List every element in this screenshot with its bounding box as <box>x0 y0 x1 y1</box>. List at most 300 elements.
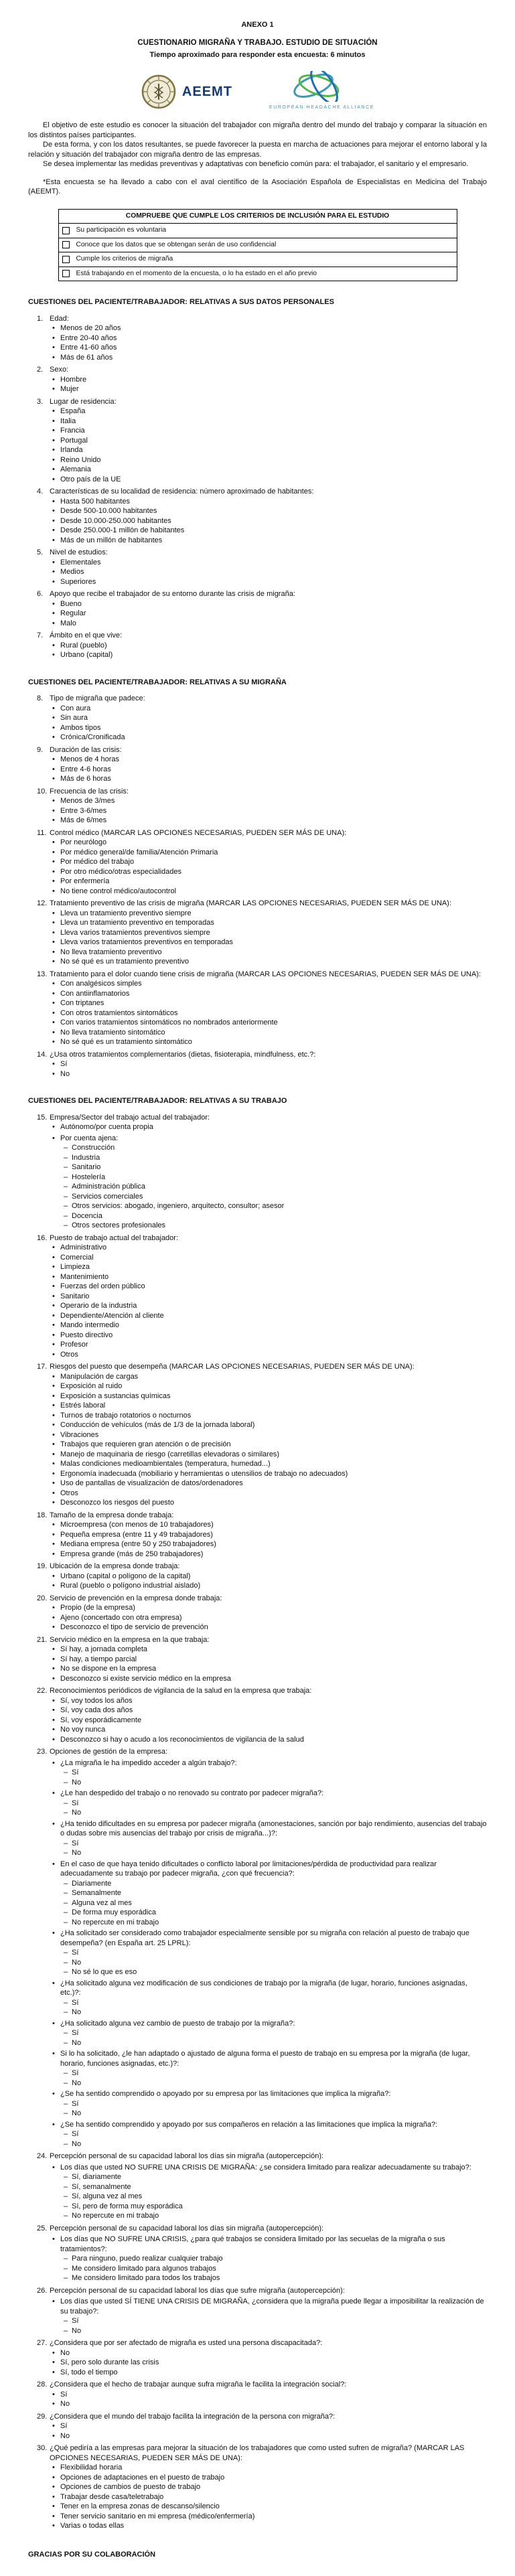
bullet-icon <box>52 1664 60 1674</box>
inclusion-checkbox[interactable] <box>62 241 70 248</box>
option <box>37 1622 487 1633</box>
question-number: 26. <box>37 2286 48 2295</box>
option-label: Lleva un tratamiento preventivo siempre <box>60 909 192 917</box>
option <box>37 796 487 806</box>
option-label: Trabajar desde casa/teletrabajo <box>60 2492 164 2501</box>
sub-option-label: Servicios comerciales <box>72 1192 143 1201</box>
question <box>37 1562 487 1591</box>
bullet-icon <box>52 558 60 568</box>
question-number: 4. <box>37 487 44 496</box>
option-label: Tener servicio sanitario en mi empresa (médico/enfermería) <box>60 2512 255 2520</box>
inclusion-items <box>58 223 457 281</box>
option <box>37 867 487 877</box>
sub-option-label: Administración pública <box>72 1183 146 1191</box>
option-label: ¿Se ha sentido comprendido o apoyado por su empresa por las limitaciones que implica la migraña?: <box>60 2090 391 2098</box>
bullet-icon <box>52 1603 60 1613</box>
question-line <box>37 899 487 909</box>
bullet-icon <box>52 838 60 848</box>
question <box>37 2286 487 2336</box>
option <box>37 1716 487 1726</box>
dash-icon <box>64 1948 72 1958</box>
question-line <box>37 365 487 375</box>
option <box>37 1350 487 1360</box>
bullet-icon <box>52 1440 60 1450</box>
dash-icon <box>64 2273 72 2283</box>
option <box>37 806 487 816</box>
bullet-icon <box>52 948 60 958</box>
bullet-icon <box>52 1134 60 1144</box>
eha-logo-text: EUROPEAN HEADACHE ALLIANCE <box>269 104 375 110</box>
question-text: Frecuencia de las crisis: <box>50 787 129 795</box>
option <box>37 1572 487 1582</box>
question <box>37 745 487 784</box>
question-line <box>37 589 487 599</box>
option <box>37 857 487 867</box>
bullet-icon <box>52 733 60 743</box>
bullet-icon <box>52 353 60 363</box>
sub-option-label: No <box>72 2109 82 2117</box>
sub-option <box>37 2007 487 2018</box>
option <box>37 2502 487 2512</box>
option-label: Autónomo/por cuenta propia <box>60 1123 153 1131</box>
intro <box>28 121 487 197</box>
option-label: Por otro médico/otras especialidades <box>60 867 181 876</box>
option <box>37 928 487 938</box>
option <box>37 1498 487 1508</box>
bullet-icon <box>52 1282 60 1292</box>
question-number: 19. <box>37 1562 48 1570</box>
dash-icon <box>64 1879 72 1889</box>
question-number: 15. <box>37 1113 48 1122</box>
question <box>37 787 487 826</box>
option-label: No <box>60 1069 70 1078</box>
bullet-icon <box>52 1381 60 1391</box>
question-text: Tipo de migraña que padece: <box>50 694 145 702</box>
question-number: 14. <box>37 1050 48 1059</box>
bullet-icon <box>52 2089 60 2099</box>
bullet-icon <box>52 1581 60 1591</box>
sub-option <box>37 2182 487 2192</box>
sub-option-label: Semanalmente <box>72 1889 121 1897</box>
question-text: Nivel de estudios: <box>50 548 108 556</box>
option-label: Lleva un tratamiento preventivo en temporadas <box>60 919 214 927</box>
option <box>37 1489 487 1499</box>
bullet-icon <box>52 526 60 536</box>
question-text: ¿Usa otros tratamientos complementarios (dietas, fisioterapia, mindfulness, etc.?: <box>50 1050 316 1059</box>
option <box>37 426 487 436</box>
option-label: Desconozco el tipo de servicio de prevención <box>60 1623 208 1631</box>
option-label: Sí, pero solo durante las crisis <box>60 2358 159 2366</box>
bullet-icon <box>52 567 60 577</box>
dash-icon <box>64 1778 72 1788</box>
sub-option-label: Sí <box>72 2317 79 2325</box>
option <box>37 1272 487 1282</box>
dash-icon <box>64 2316 72 2326</box>
option <box>37 641 487 651</box>
option <box>37 2120 487 2130</box>
option <box>37 465 487 475</box>
bullet-icon <box>52 1320 60 1331</box>
sub-option-label: No sé lo que es eso <box>72 1968 137 1976</box>
question-line <box>37 397 487 407</box>
option-label: No tiene control médico/autocontrol <box>60 887 177 895</box>
bullet-icon <box>52 704 60 714</box>
bullet-icon <box>52 2390 60 2400</box>
option <box>37 909 487 919</box>
bullet-icon <box>52 713 60 723</box>
bullet-icon <box>52 1018 60 1028</box>
bullet-icon <box>52 1243 60 1253</box>
bullet-icon <box>52 1301 60 1311</box>
dash-icon <box>64 2254 72 2264</box>
sub-option <box>37 2264 487 2274</box>
question <box>37 2151 487 2221</box>
option-label: Rural (pueblo) <box>60 641 107 650</box>
option-label: Sanitario <box>60 1292 90 1300</box>
dash-icon <box>64 2068 72 2078</box>
option <box>37 1928 487 1948</box>
sub-option <box>37 2068 487 2078</box>
option <box>37 2421 487 2431</box>
option <box>37 1479 487 1489</box>
option-label: No sé qué es un tratamiento preventivo <box>60 958 190 966</box>
question <box>37 899 487 967</box>
bullet-icon <box>52 2234 60 2254</box>
option-label: Con analgésicos simples <box>60 980 142 988</box>
question-number: 13. <box>37 970 48 978</box>
section <box>28 678 487 1079</box>
option-label: Turnos de trabajo rotatorios o nocturnos <box>60 1411 192 1420</box>
bullet-icon <box>52 1253 60 1263</box>
question-number: 5. <box>37 548 44 556</box>
option <box>37 1789 487 1799</box>
option <box>37 2019 487 2029</box>
sub-option <box>37 1153 487 1163</box>
inclusion-item-label: Su participación es voluntaria <box>76 226 167 234</box>
bullet-icon <box>52 1430 60 1440</box>
question-text: Tamaño de la empresa donde trabaja: <box>50 1511 174 1519</box>
dash-icon <box>64 1888 72 1898</box>
option <box>37 475 487 485</box>
option-label: Ergonomía inadecuada (mobiliario y herramientas o utensilios de trabajo no adecuados) <box>60 1469 348 1478</box>
section <box>28 297 487 660</box>
question <box>37 548 487 587</box>
bullet-icon <box>52 2297 60 2316</box>
bullet-icon <box>52 1311 60 1321</box>
question <box>37 970 487 1047</box>
dash-icon <box>64 1958 72 1968</box>
question-number: 2. <box>37 366 44 374</box>
sub-option-label: Sí <box>72 1949 79 1957</box>
question <box>37 1233 487 1360</box>
option-label: Estrés laboral <box>60 1401 106 1410</box>
bullet-icon <box>52 1272 60 1282</box>
option <box>37 1549 487 1560</box>
option-label: Entre 20-40 años <box>60 333 117 342</box>
aeemt-logo-text: AEEMT <box>181 84 232 99</box>
bullet-icon <box>52 918 60 928</box>
question-text: Percepción personal de su capacidad laboral los días sin migraña (autopercepción): <box>50 2152 324 2160</box>
sub-option-label: Sí, alguna vez al mes <box>72 2192 143 2200</box>
bullet-icon <box>52 1262 60 1272</box>
sub-option <box>37 2099 487 2109</box>
bullet-icon <box>52 1716 60 1726</box>
footer-thanks: GRACIAS POR SU COLABORACIÓN <box>28 2550 156 2559</box>
bullet-icon <box>52 1696 60 1706</box>
bullet-icon <box>52 2521 60 2531</box>
option-label: Sí <box>60 1060 68 1068</box>
option <box>37 436 487 446</box>
bullet-icon <box>52 475 60 485</box>
option <box>37 1430 487 1440</box>
option <box>37 506 487 516</box>
sub-option <box>37 1162 487 1172</box>
question-line <box>37 2443 487 2463</box>
question-number: 30. <box>37 2444 48 2452</box>
option-label: Por cuenta ajena: <box>60 1134 119 1142</box>
sub-option-label: Hostelería <box>72 1172 106 1181</box>
sub-option <box>37 2129 487 2139</box>
question-number: 7. <box>37 631 44 639</box>
question <box>37 1594 487 1633</box>
question-line <box>37 487 487 497</box>
option-label: Rural (pueblo o polígono industrial aislado) <box>60 1582 201 1590</box>
option-label: Mantenimiento <box>60 1272 109 1281</box>
bullet-icon <box>52 1489 60 1499</box>
option <box>37 1320 487 1331</box>
question-number: 9. <box>37 745 44 754</box>
option-label: Los días que usted NO SUFRE UNA CRISIS DE MIGRAÑA: ¿se considera limitado para realizar adecuadamente su trabajo?: <box>60 2163 471 2172</box>
option <box>37 1469 487 1479</box>
sub-option <box>37 2139 487 2149</box>
option <box>37 1450 487 1460</box>
option <box>37 2512 487 2522</box>
sub-option-label: No <box>72 2008 82 2016</box>
option <box>37 1696 487 1706</box>
sub-option <box>37 2273 487 2283</box>
bullet-icon <box>52 641 60 651</box>
sub-option <box>37 2028 487 2038</box>
sub-option-label: Sí <box>72 2029 79 2037</box>
question-line <box>37 2380 487 2390</box>
question-text: ¿Considera que el mundo del trabajo facilita la integración de la persona con migraña?: <box>50 2412 336 2421</box>
question-number: 20. <box>37 1594 48 1602</box>
option <box>37 1411 487 1421</box>
sub-option-label: Industria <box>72 1153 100 1162</box>
option-label: Desde 500-10.000 habitantes <box>60 507 157 515</box>
bullet-icon <box>52 1122 60 1132</box>
option <box>37 2463 487 2473</box>
option <box>37 1645 487 1655</box>
option-label: Limpieza <box>60 1263 90 1271</box>
question-number: 18. <box>37 1511 48 1519</box>
question-line <box>37 314 487 324</box>
intro-paragraph: De esta forma, y con los datos resultantes, se puede favorecer la puesta en marcha de actuaciones para mejorar el entorno laboral y la relación y situación del trabajador con migraña dentro de las empresas. <box>28 141 487 159</box>
option-label: Reino Unido <box>60 455 101 464</box>
bullet-icon <box>52 1819 60 1839</box>
bullet-icon <box>52 1028 60 1038</box>
question-text: Ubicación de la empresa donde trabaja: <box>50 1562 180 1570</box>
dash-icon <box>64 1848 72 1858</box>
option <box>37 937 487 948</box>
bullet-icon <box>52 774 60 784</box>
option-label: Menos de 3/mes <box>60 797 115 805</box>
question-line <box>37 1511 487 1521</box>
sub-option <box>37 2109 487 2119</box>
option <box>37 343 487 353</box>
sub-option <box>37 1778 487 1788</box>
dash-icon <box>64 2028 72 2038</box>
sub-option-label: No <box>72 2038 82 2047</box>
option-label: Uso de pantallas de visualización de datos/ordenadores <box>60 1479 243 1487</box>
bullet-icon <box>52 333 60 344</box>
bullet-icon <box>52 650 60 660</box>
question-number: 3. <box>37 397 44 406</box>
eha-rings-icon <box>275 71 368 102</box>
question-text: Apoyo que recibe el trabajador de su entorno durante las crisis de migraña: <box>50 590 295 598</box>
sub-option <box>37 1192 487 1202</box>
option-label: Ambos tipos <box>60 723 101 732</box>
bullet-icon <box>52 406 60 416</box>
question-number: 29. <box>37 2412 48 2421</box>
bullet-icon <box>52 1860 60 1879</box>
option-label: Administrativo <box>60 1243 107 1252</box>
sub-option-label: No repercute en mi trabajo <box>72 1918 159 1926</box>
question-line <box>37 1233 487 1243</box>
option <box>37 1539 487 1549</box>
sub-option-label: De forma muy esporádica <box>72 1908 156 1916</box>
question-text: Edad: <box>50 314 69 323</box>
option-label: ¿Le han despedido del trabajo o no renovado su contrato por padecer migraña?: <box>60 1789 324 1797</box>
sub-option-label: Para ninguno, puedo realizar cualquier trabajo <box>72 2255 223 2263</box>
option-label: No lleva tratamiento preventivo <box>60 948 162 956</box>
option-label: Sin aura <box>60 714 88 722</box>
question-text: Reconocimientos periódicos de vigilancia de la salud en la empresa que trabaja: <box>50 1687 312 1695</box>
option-label: Alemania <box>60 465 91 473</box>
option-label: Mujer <box>60 385 79 393</box>
dash-icon <box>64 1808 72 1818</box>
sub-option <box>37 2172 487 2182</box>
dash-icon <box>64 2007 72 2018</box>
section-heading: CUESTIONES DEL PACIENTE/TRABAJADOR: RELATIVAS A SUS DATOS PERSONALES <box>28 298 334 306</box>
dash-icon <box>64 1998 72 2008</box>
question-text: Servicio de prevención en la empresa donde trabaja: <box>50 1594 222 1602</box>
sub-option <box>37 2192 487 2202</box>
bullet-icon <box>52 1459 60 1469</box>
option <box>37 1674 487 1684</box>
bullet-icon <box>52 1549 60 1560</box>
dash-icon <box>64 1211 72 1221</box>
option-label: Menos de 20 años <box>60 324 121 332</box>
option <box>37 877 487 887</box>
inclusion-checkbox[interactable] <box>62 270 70 277</box>
bullet-icon <box>52 1498 60 1508</box>
option-label: Manipulación de cargas <box>60 1372 139 1381</box>
dash-icon <box>64 1967 72 1977</box>
question-line <box>37 2151 487 2162</box>
option <box>37 979 487 989</box>
bullet-icon <box>52 1372 60 1382</box>
option-label: Más de 61 años <box>60 353 113 362</box>
option <box>37 2049 487 2068</box>
option-label: Sí, todo el tiempo <box>60 2368 118 2376</box>
sub-option <box>37 2326 487 2336</box>
bullet-icon <box>52 506 60 516</box>
inclusion-checkbox[interactable] <box>62 256 70 263</box>
dash-icon <box>64 1192 72 1202</box>
aeemt-emblem-icon <box>141 74 177 110</box>
option-label: Hombre <box>60 375 87 384</box>
bullet-icon <box>52 609 60 619</box>
sub-option <box>37 2202 487 2212</box>
bullet-icon <box>52 1789 60 1799</box>
question-line <box>37 2412 487 2422</box>
option <box>37 1069 487 1079</box>
bullet-icon <box>52 1292 60 1302</box>
section <box>28 1096 487 2531</box>
option <box>37 774 487 784</box>
option <box>37 1655 487 1665</box>
sub-option <box>37 1848 487 1858</box>
logos-row <box>28 71 487 113</box>
bullet-icon <box>52 1572 60 1582</box>
bullet-icon <box>52 848 60 858</box>
option <box>37 353 487 363</box>
option-label: Si lo ha solicitado, ¿le han adaptado o ajustado de alguna forma el puesto de trabajo en su empresa por la migraña (de lugar, horario, funciones asignadas, etc.)?: <box>60 2050 470 2068</box>
option-label: Crónica/Cronificada <box>60 733 125 741</box>
question-number: 25. <box>37 2224 48 2232</box>
bullet-icon <box>52 1401 60 1411</box>
option-label: No <box>60 2431 70 2440</box>
option-label: Sí <box>60 2390 68 2399</box>
bullet-icon <box>52 765 60 775</box>
question-number: 11. <box>37 828 47 837</box>
option-label: Exposición al ruido <box>60 1382 123 1390</box>
bullet-icon <box>52 1539 60 1549</box>
option <box>37 1420 487 1430</box>
sub-option-label: Sí <box>72 1839 79 1847</box>
sub-option-label: No <box>72 1809 82 1817</box>
bullet-icon <box>52 599 60 609</box>
bullet-icon <box>52 455 60 465</box>
question-text: Control médico (MARCAR LAS OPCIONES NECESARIAS, PUEDEN SER MÁS DE UNA): <box>50 828 347 837</box>
bullet-icon <box>52 416 60 427</box>
sub-option-label: No <box>72 1849 82 1857</box>
option-label: Los días que NO SUFRE UNA CRISIS, ¿para qué trabajos se considera limitado por las secuelas de la migraña o sus tratamientos?: <box>60 2235 445 2253</box>
bullet-icon <box>52 2431 60 2441</box>
sub-option-label: No repercute en mi trabajo <box>72 2212 159 2220</box>
sections <box>28 297 487 2531</box>
sub-option <box>37 1898 487 1908</box>
bullet-icon <box>52 806 60 816</box>
option-label: Más de 6/mes <box>60 816 107 824</box>
question-text: ¿Considera que por ser afectado de migraña es usted una persona discapacitada?: <box>50 2339 323 2347</box>
option-label: No se dispone en la empresa <box>60 1665 157 1673</box>
bullet-icon <box>52 343 60 353</box>
bullet-icon <box>52 2421 60 2431</box>
question <box>37 1686 487 1744</box>
option-label: Elementales <box>60 558 101 566</box>
inclusion-item <box>58 238 457 253</box>
option-label: Por neurólogo <box>60 838 107 846</box>
option <box>37 1311 487 1321</box>
inclusion-checkbox[interactable] <box>62 227 70 234</box>
option-label: No <box>60 2348 70 2357</box>
doc-header <box>28 20 487 60</box>
bullet-icon <box>52 796 60 806</box>
bullet-icon <box>52 1059 60 1069</box>
bullet-icon <box>52 1391 60 1401</box>
